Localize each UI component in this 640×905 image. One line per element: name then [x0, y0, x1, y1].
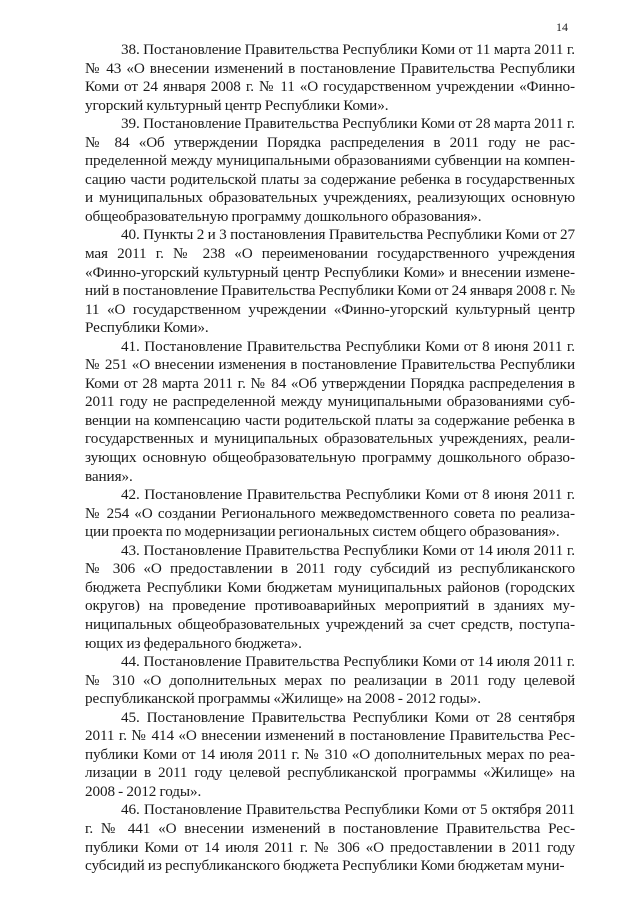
list-item-42: 42. Постановление Правительства Республики Коми от 8 июня 2011 г. № 254 «О создании Регионального межведомственного совета по реализации проекта по модернизации региональных систем общего образования». [85, 486, 575, 541]
list-item-44: 44. Постановление Правительства Республики Коми от 14 июля 2011 г. № 310 «О дополнительных мерах по реализации в 2011 году целевой республиканской программы «Жилище» на 2008 - 2012 годы». [85, 653, 575, 708]
list-item-41: 41. Постановление Правительства Республики Коми от 8 июня 2011 г. № 251 «О внесении изменения в постановление Правительства Республики Коми от 28 марта 2011 г. № 84 «Об утверждении Порядка распределения в 2011 году не распределенной между муниципальными образованиями субвенции на компенсацию части родительской платы за содержание ребенка в государственных и муниципальных образовательных учреждениях, реализующих основную общеобразовательную программу дошкольного образования». [85, 337, 575, 485]
list-item-43: 43. Постановление Правительства Республики Коми от 14 июля 2011 г. № 306 «О предоставлении в 2011 году субсидий из республиканского бюджета Республики Коми бюджетам муниципальных районов (городских округов) на проведение противоаварийных мероприятий в зданиях муниципальных общеобразовательных учреждений за счет средств, поступающих из федерального бюджета». [85, 541, 575, 652]
list-item-40: 40. Пункты 2 и 3 постановления Правительства Республики Коми от 27 мая 2011 г. № 238 «О переименовании государственного учреждения «Финно-угорский культурный центр Республики Коми» и внесении изменений в постановление Правительства Республики Коми от 24 января 2008 г. № 11 «О государственном учреждении «Финно-угорский культурный центр Республики Коми». [85, 226, 575, 337]
page-number: 14 [556, 20, 568, 34]
list-item-39: 39. Постановление Правительства Республики Коми от 28 марта 2011 г. № 84 «Об утверждении Порядка распределения в 2011 году не распределенной между муниципальными образованиями субвенции на компенсацию части родительской платы за содержание ребенка в государственных и муниципальных образовательных учреждениях, реализующих основную общеобразовательную программу дошкольного образования». [85, 115, 575, 225]
document-body [85, 41, 575, 876]
list-item-45: 45. Постановление Правительства Республики Коми от 28 сентября 2011 г. № 414 «О внесении изменений в постановление Правительства Республики Коми от 14 июля 2011 г. № 310 «О дополнительных мерах по реализации в 2011 году целевой республиканской программы «Жилище» на 2008 - 2012 годы». [85, 708, 575, 800]
list-item-46: 46. Постановление Правительства Республики Коми от 5 октября 2011 г. № 441 «О внесении изменений в постановление Правительства Республики Коми от 14 июля 2011 г. № 306 «О предоставлении в 2011 году субсидий из республиканского бюджета Республики Коми бюджетам муни- [85, 801, 575, 875]
list-item-38: 38. Постановление Правительства Республики Коми от 11 марта 2011 г. № 43 «О внесении изменений в постановление Правительства Республики Коми от 24 января 2008 г. № 11 «О государственном учреждении «Финно-угорский культурный центр Республики Коми». [85, 41, 575, 114]
